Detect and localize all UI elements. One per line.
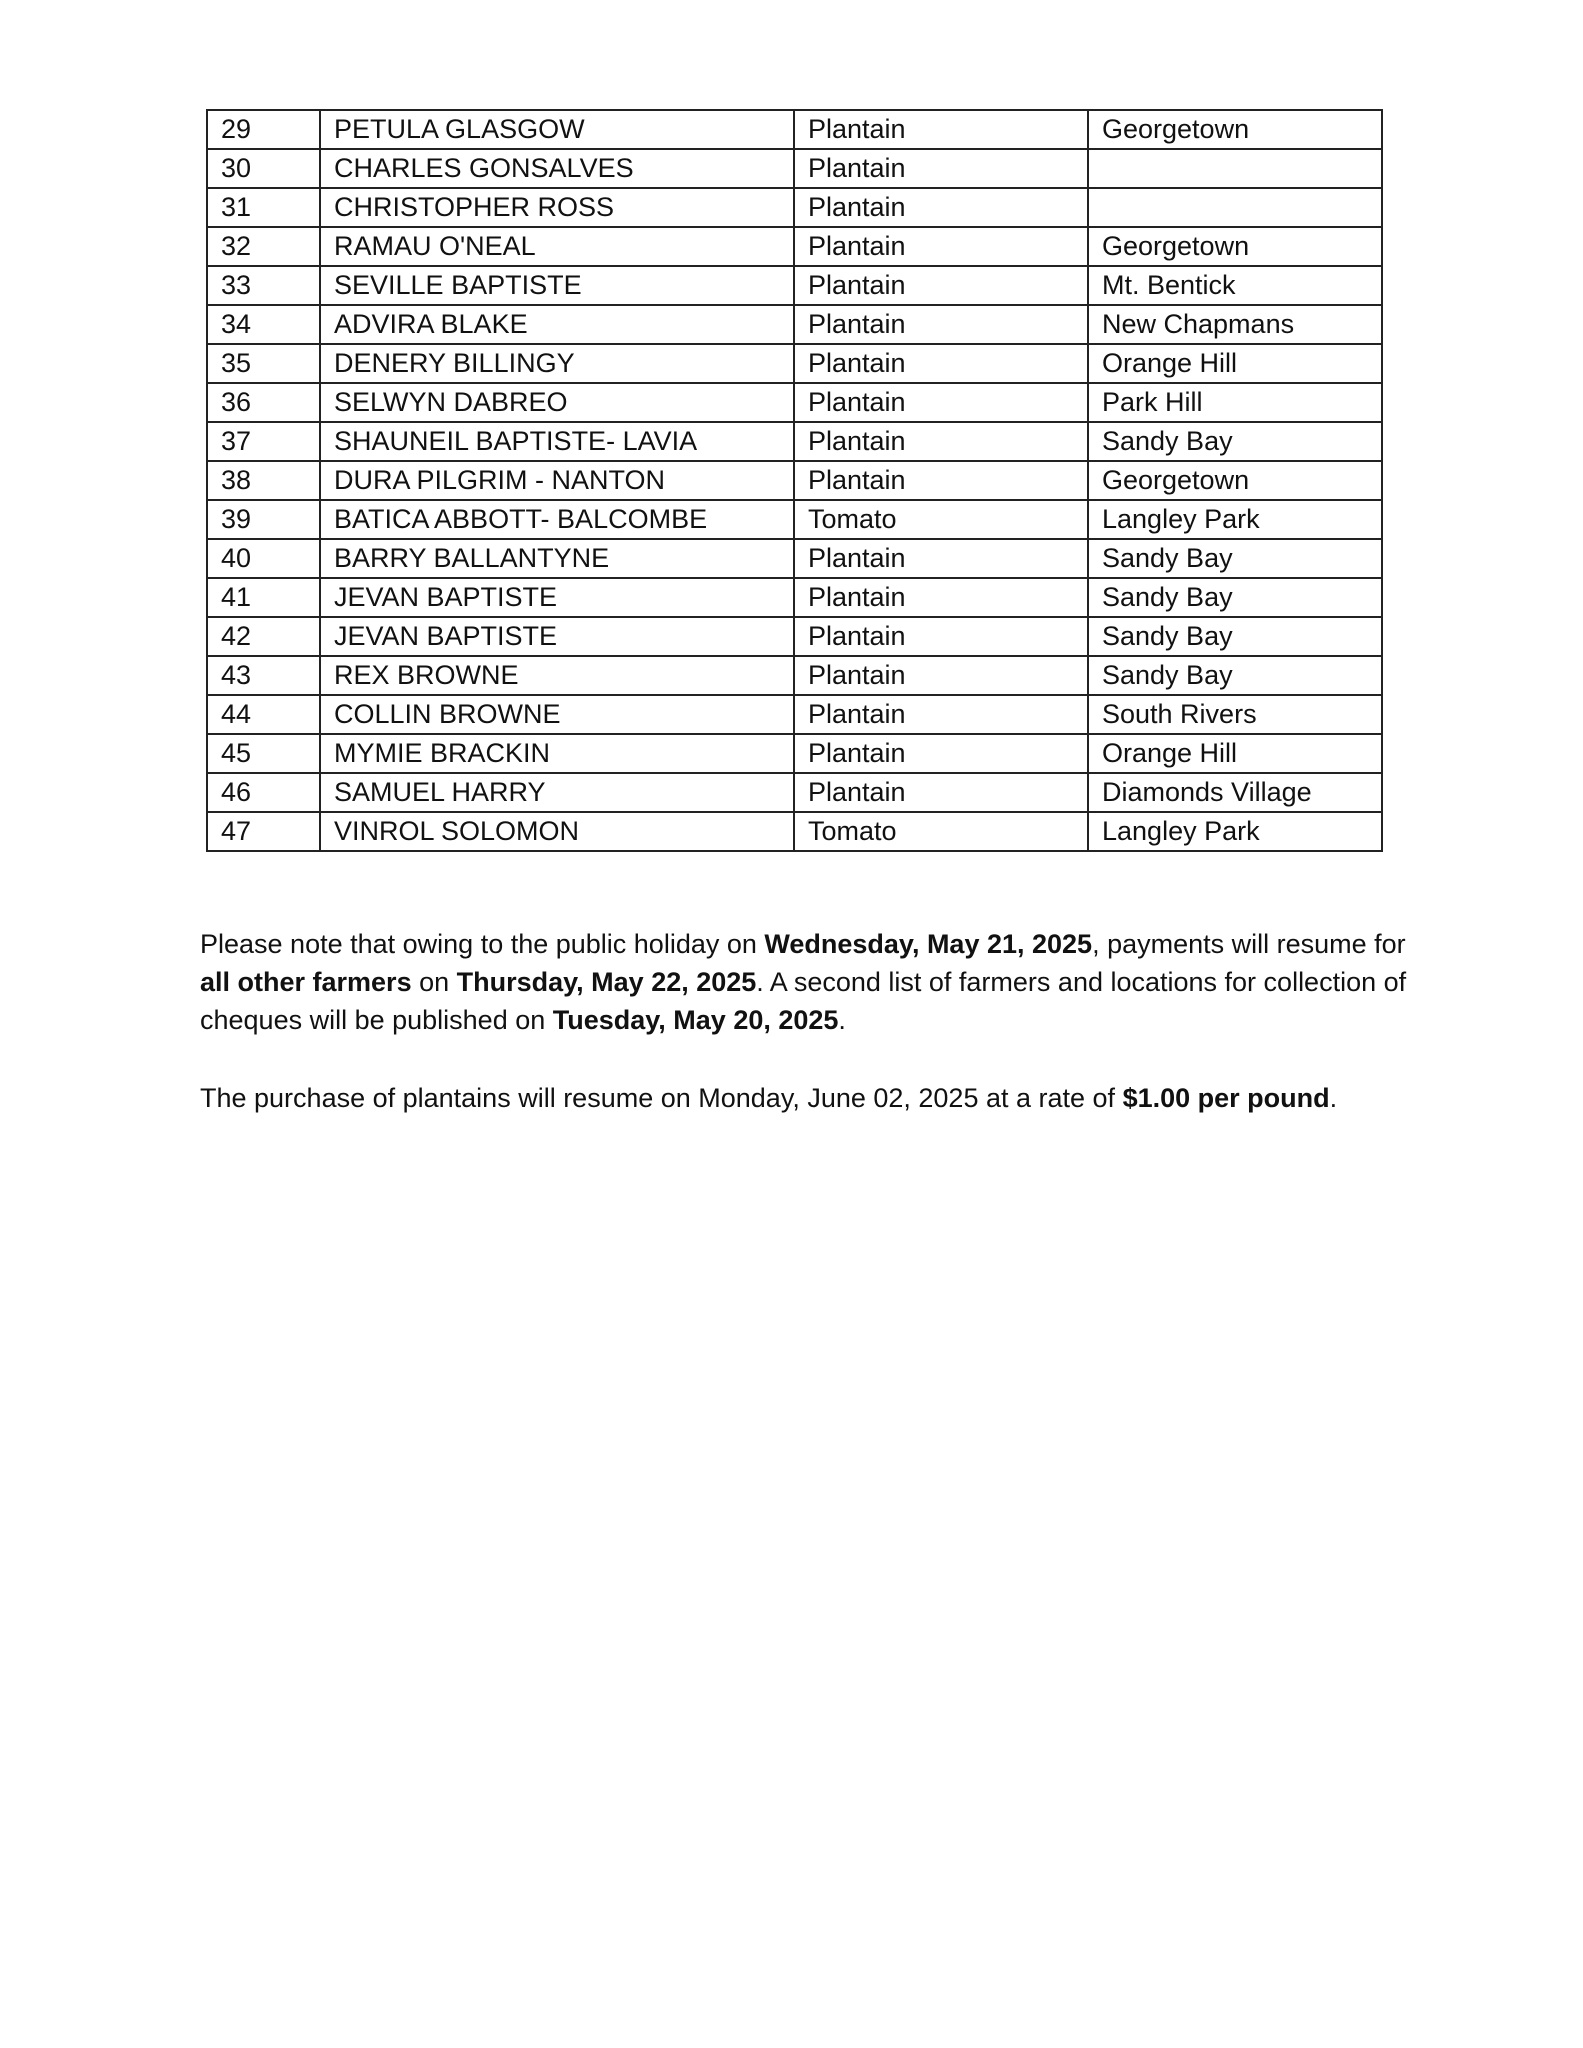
holiday-date: Wednesday, May 21, 2025 (764, 929, 1093, 959)
farmer-name-cell: BATICA ABBOTT- BALCOMBE (320, 500, 794, 539)
table-row (207, 695, 1382, 734)
table-row (207, 656, 1382, 695)
notice-text-run: on (411, 967, 457, 997)
row-number-cell: 47 (207, 812, 320, 851)
row-number-cell: 44 (207, 695, 320, 734)
farmer-name-cell: DURA PILGRIM - NANTON (320, 461, 794, 500)
table-row (207, 344, 1382, 383)
row-number-cell: 36 (207, 383, 320, 422)
table-row (207, 149, 1382, 188)
table-row (207, 578, 1382, 617)
notice-text-run: . (1329, 1083, 1338, 1113)
location-cell: Sandy Bay (1088, 656, 1382, 695)
location-cell: Diamonds Village (1088, 773, 1382, 812)
row-number-cell: 30 (207, 149, 320, 188)
farmer-name-cell: JEVAN BAPTISTE (320, 578, 794, 617)
row-number-cell: 34 (207, 305, 320, 344)
row-number-cell: 41 (207, 578, 320, 617)
location-cell: Orange Hill (1088, 734, 1382, 773)
table-row (207, 383, 1382, 422)
location-cell (1088, 188, 1382, 227)
table-row (207, 812, 1382, 851)
notice-text-run: The purchase of plantains will resume on Monday, June 02, 2025 at a rate of (200, 1083, 1123, 1113)
notice-text-run: . A second list of farmers and locations for collection of cheques will be published on (200, 967, 1407, 1035)
farmer-name-cell: SELWYN DABREO (320, 383, 794, 422)
location-cell: Sandy Bay (1088, 578, 1382, 617)
row-number-cell: 29 (207, 110, 320, 149)
location-cell: Georgetown (1088, 110, 1382, 149)
location-cell: Sandy Bay (1088, 422, 1382, 461)
table-row (207, 422, 1382, 461)
other-farmers-emphasis: all other farmers (200, 967, 412, 997)
row-number-cell: 32 (207, 227, 320, 266)
notice-text-run: Please note that owing to the public holiday on (200, 929, 765, 959)
location-cell: Park Hill (1088, 383, 1382, 422)
location-cell: Langley Park (1088, 500, 1382, 539)
resume-date: Thursday, May 22, 2025 (456, 967, 757, 997)
table-row (207, 500, 1382, 539)
location-cell: Sandy Bay (1088, 617, 1382, 656)
crop-cell: Plantain (794, 305, 1088, 344)
farmer-name-cell: CHARLES GONSALVES (320, 149, 794, 188)
crop-cell: Plantain (794, 461, 1088, 500)
crop-cell: Plantain (794, 188, 1088, 227)
location-cell: South Rivers (1088, 695, 1382, 734)
location-cell: Mt. Bentick (1088, 266, 1382, 305)
farmer-name-cell: REX BROWNE (320, 656, 794, 695)
farmer-name-cell: COLLIN BROWNE (320, 695, 794, 734)
crop-cell: Plantain (794, 617, 1088, 656)
notice-payments-paragraph (200, 925, 1420, 1039)
farmer-name-cell: ADVIRA BLAKE (320, 305, 794, 344)
farmer-name-cell: PETULA GLASGOW (320, 110, 794, 149)
row-number-cell: 31 (207, 188, 320, 227)
farmer-name-cell: CHRISTOPHER ROSS (320, 188, 794, 227)
table-row (207, 773, 1382, 812)
table-row (207, 305, 1382, 344)
farmer-name-cell: MYMIE BRACKIN (320, 734, 794, 773)
farmer-name-cell: RAMAU O'NEAL (320, 227, 794, 266)
crop-cell: Plantain (794, 695, 1088, 734)
row-number-cell: 39 (207, 500, 320, 539)
farmer-name-cell: DENERY BILLINGY (320, 344, 794, 383)
farmers-table-body (207, 110, 1382, 851)
plantain-rate: $1.00 per pound (1122, 1083, 1330, 1113)
location-cell: Georgetown (1088, 227, 1382, 266)
crop-cell: Plantain (794, 656, 1088, 695)
farmer-name-cell: SAMUEL HARRY (320, 773, 794, 812)
notice-text-run: , payments will resume for (1092, 929, 1406, 959)
crop-cell: Plantain (794, 344, 1088, 383)
crop-cell: Plantain (794, 578, 1088, 617)
crop-cell: Plantain (794, 266, 1088, 305)
farmer-name-cell: SHAUNEIL BAPTISTE- LAVIA (320, 422, 794, 461)
farmer-name-cell: SEVILLE BAPTISTE (320, 266, 794, 305)
crop-cell: Plantain (794, 149, 1088, 188)
location-cell: Georgetown (1088, 461, 1382, 500)
farmer-name-cell: BARRY BALLANTYNE (320, 539, 794, 578)
notice-text (200, 925, 1420, 1117)
table-row (207, 617, 1382, 656)
table-row (207, 734, 1382, 773)
row-number-cell: 46 (207, 773, 320, 812)
crop-cell: Plantain (794, 539, 1088, 578)
row-number-cell: 45 (207, 734, 320, 773)
row-number-cell: 42 (207, 617, 320, 656)
crop-cell: Plantain (794, 383, 1088, 422)
location-cell: Sandy Bay (1088, 539, 1382, 578)
row-number-cell: 40 (207, 539, 320, 578)
row-number-cell: 33 (207, 266, 320, 305)
table-row (207, 227, 1382, 266)
farmer-name-cell: JEVAN BAPTISTE (320, 617, 794, 656)
row-number-cell: 38 (207, 461, 320, 500)
crop-cell: Plantain (794, 773, 1088, 812)
row-number-cell: 35 (207, 344, 320, 383)
crop-cell: Plantain (794, 422, 1088, 461)
table-row (207, 539, 1382, 578)
crop-cell: Plantain (794, 110, 1088, 149)
table-row (207, 461, 1382, 500)
table-row (207, 188, 1382, 227)
row-number-cell: 43 (207, 656, 320, 695)
publish-date: Tuesday, May 20, 2025 (552, 1005, 839, 1035)
table-row (207, 266, 1382, 305)
notice-plantain-paragraph (200, 1079, 1420, 1117)
location-cell: Orange Hill (1088, 344, 1382, 383)
crop-cell: Tomato (794, 500, 1088, 539)
farmers-table (206, 109, 1383, 852)
location-cell: Langley Park (1088, 812, 1382, 851)
crop-cell: Plantain (794, 227, 1088, 266)
farmer-name-cell: VINROL SOLOMON (320, 812, 794, 851)
crop-cell: Tomato (794, 812, 1088, 851)
notice-text-run: . (838, 1005, 846, 1035)
location-cell: New Chapmans (1088, 305, 1382, 344)
crop-cell: Plantain (794, 734, 1088, 773)
row-number-cell: 37 (207, 422, 320, 461)
location-cell (1088, 149, 1382, 188)
table-row (207, 110, 1382, 149)
